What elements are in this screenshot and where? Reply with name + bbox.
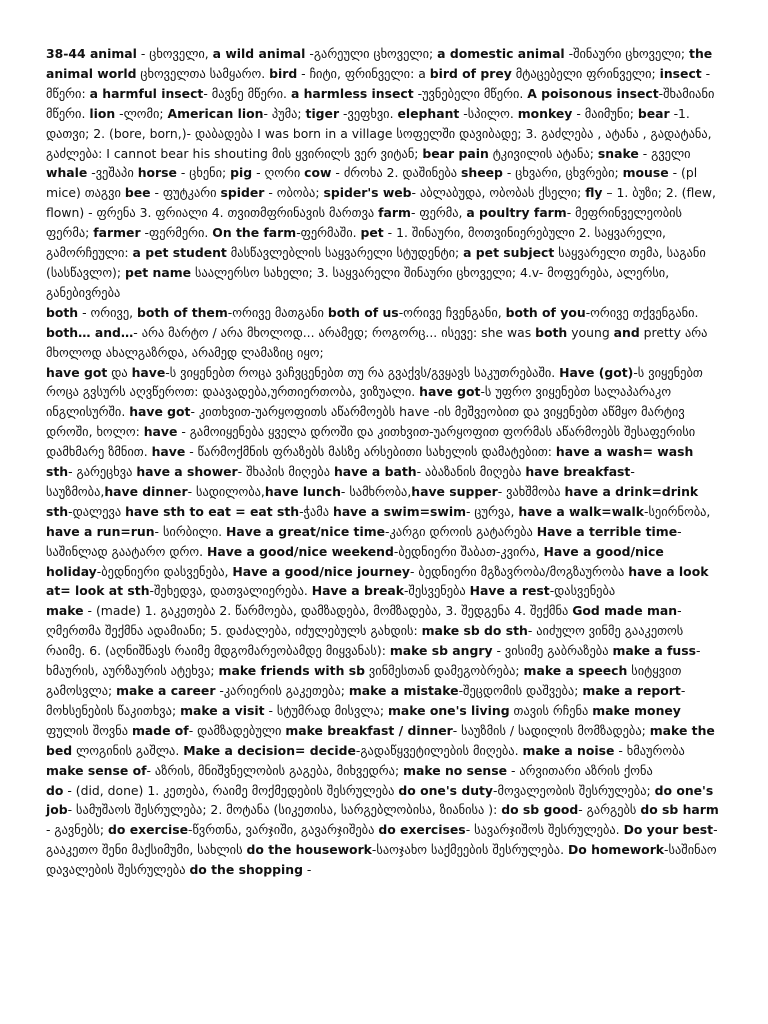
term-text: both of us	[327, 304, 399, 320]
term-text: do one's duty	[398, 782, 494, 798]
gloss-text: - აიძულო ვინმე გააკეთოს რაიმე. 6. (აღნიშნავს რაიმე მდგომარეობამდე მიყვანას):	[46, 623, 684, 659]
gloss-text: - გამოიყენება ყველა დროში და კითხვით-უარყოფით ფორმას აწარმოებს შესაფერისი დამხმარე ზმნით.	[46, 424, 696, 460]
gloss-text: -ს უფრო ვიყენებთ სალაპარაკო ინგლისურში.	[46, 384, 672, 420]
term-text: lion	[89, 105, 116, 121]
term-text: Have a good/nice holiday	[46, 543, 664, 579]
term-text: bird of prey	[429, 65, 512, 81]
gloss-text: -ს ვიყენებთ როცა გვსურს აღვწეროთ: დაავადება,ურთიერთობა, ვიზუალი.	[46, 364, 703, 400]
gloss-text: - მწერი:	[46, 65, 711, 101]
term-text: make one's living	[387, 702, 510, 718]
gloss-text: - სავარჯიშოს შესრულება.	[465, 822, 624, 838]
gloss-text: -საუზმობა,	[46, 464, 635, 499]
gloss-text: - მოხსენების წაკითხვა;	[46, 683, 686, 718]
term-text: both of them	[137, 304, 228, 320]
gloss-text: - 1. შინაური, მოთვინიერებული 2. საყვარელი, გამორჩეული:	[46, 225, 666, 261]
term-text: make a noise	[522, 742, 615, 758]
gloss-text: - კითხვით-უარყოფითს აწარმოებს have -ის მეშვეობით და ვიყენებთ აწმყო მარტივ დროში, ხოლო:	[46, 404, 685, 440]
term-text: make a visit	[180, 702, 265, 718]
gloss-text: - არვითარი აზრის ქონა	[507, 762, 653, 778]
gloss-text: - ცხენი;	[176, 165, 231, 181]
term-text: On the farm	[212, 225, 297, 241]
gloss-text: - ღორი	[252, 165, 305, 181]
term-text: do one's job	[46, 782, 714, 818]
gloss-text: -საშინაო დავალების შესრულება	[46, 842, 717, 878]
paragraph-have	[46, 363, 722, 602]
gloss-text: - ხმაურობა	[614, 742, 685, 758]
gloss-text: -	[302, 862, 312, 878]
gloss-text: - პუმა;	[263, 105, 306, 121]
term-text: Have a good/nice weekend	[206, 543, 394, 559]
term-text: bee	[124, 185, 151, 201]
gloss-text: – 1. ბუზი; 2. (flew, flown) - ფრენა 3. ფრიალი 4. თვითმფრინავის მართვა	[46, 185, 716, 221]
term-text: have	[151, 444, 186, 460]
gloss-text: a	[418, 65, 430, 81]
term-text: fly	[585, 185, 603, 201]
term-text: both… and…	[46, 324, 134, 340]
gloss-text: -შეხედვა, დათვალიერება.	[149, 583, 312, 599]
term-text: monkey	[517, 105, 573, 121]
gloss-text: - გველი	[638, 145, 691, 161]
term-text: do sb good	[501, 802, 579, 818]
paragraph-do	[46, 781, 722, 881]
gloss-text: - მაიმუნი;	[572, 105, 638, 121]
term-text: have lunch	[264, 483, 341, 499]
term-text: make sense of	[46, 762, 147, 778]
term-text: and	[613, 324, 640, 340]
term-text: make a speech	[523, 663, 628, 679]
gloss-text: - სამხრობა,	[340, 483, 412, 499]
gloss-text: - შხაპის მიღება	[237, 464, 334, 480]
term-text: spider's web	[323, 185, 412, 201]
term-text: do exercise	[108, 822, 189, 838]
term-text: have got	[46, 364, 108, 380]
gloss-text: -დალევა	[68, 503, 126, 519]
term-text: have a bath	[333, 464, 417, 480]
gloss-text: - გავნებს;	[46, 822, 109, 838]
term-text: pig	[230, 165, 253, 181]
gloss-text: - ძროხა 2. დაშინება	[331, 165, 462, 181]
term-text: Have a great/nice time	[226, 523, 386, 539]
term-text: have supper	[411, 483, 498, 499]
gloss-text: - ცხოველი,	[136, 46, 213, 61]
gloss-text: -1. დათვი; 2. (bore, born,)- დაბადება I was born in a village სოფელში დავიბადე; 3. გაძლება , ატანა , გადატანა, გაძლება: I cannot bear his shouting მის ყვირილს ვერ ვიტან;	[46, 105, 712, 161]
gloss-text: და	[107, 364, 132, 380]
term-text: make a career	[116, 683, 216, 698]
gloss-text: - სირბილი.	[154, 523, 227, 539]
gloss-text: -ბედნიერი შაბათ-კვირა,	[393, 543, 544, 559]
term-text: do exercises	[378, 822, 466, 838]
term-text: mouse	[622, 165, 669, 181]
term-text: farmer	[93, 225, 141, 241]
term-text: have a walk=walk	[518, 503, 644, 519]
term-text: cow	[304, 165, 332, 181]
term-text: a harmless insect	[290, 85, 414, 101]
gloss-text: - აზრის, მნიშვნელობის გაგება, მიხვედრა;	[146, 762, 404, 778]
gloss-text: -გარეული ცხოველი;	[305, 46, 438, 61]
term-text: Have a break	[311, 583, 404, 599]
term-text: horse	[137, 165, 177, 181]
gloss-text: - სადილობა,	[187, 483, 265, 499]
gloss-text: - ღმერთმა შექმნა ადამიანი; 5. დაძალება, იძულებულს გახდის:	[46, 603, 682, 639]
gloss-text: საალერსო სახელი; 3. საყვარელი შინაური ცხოველი; 4.v- მოფერება, ალერსი, განებივრება	[46, 264, 670, 300]
gloss-text: - (made) 1. გაკეთება 2. წარმოება, დამზადება, მომზადება, 3. შედგენა 4. შექმნა	[83, 603, 573, 619]
gloss-text: -ფერმაში.	[296, 225, 361, 241]
term-text: make sb angry	[389, 643, 493, 659]
gloss-text: - დამზადებული	[188, 722, 286, 738]
term-text: 38-44 animal	[46, 46, 137, 61]
term-text: have a drink=drink sth	[46, 483, 699, 519]
term-text: a poultry farm	[466, 205, 567, 221]
gloss-text: - (pl mice) თაგვი	[46, 165, 698, 201]
gloss-text: -ორივე მათგანი	[227, 304, 328, 320]
gloss-text: - ბედნიერი მგზავრობა/მოგზაურობა	[410, 563, 629, 579]
gloss-text: სიტყვით გამოსვლა;	[46, 663, 682, 698]
gloss-text: -შინაური ცხოველი;	[564, 46, 690, 61]
term-text: both	[46, 304, 79, 320]
gloss-text: -სეირნობა,	[643, 503, 711, 519]
paragraph-animals	[46, 44, 722, 303]
gloss-text: -კარიერის გაკეთება;	[215, 683, 349, 698]
term-text: make money	[592, 702, 681, 718]
term-text: tiger	[305, 105, 340, 121]
term-text: American lion	[167, 105, 264, 121]
term-text: A poisonous insect	[527, 85, 659, 101]
gloss-text: -გააკეთო შენი მაქსიმუმი, სახლის	[46, 822, 718, 858]
gloss-text: - ფერმა,	[410, 205, 467, 221]
term-text: make	[46, 603, 84, 619]
term-text: God made man	[572, 603, 678, 619]
gloss-text: -დასვენება	[549, 583, 616, 599]
paragraph-make	[46, 601, 722, 780]
term-text: sheep	[461, 165, 503, 181]
gloss-text: -ს ვიყენებთ როცა ვაჩვცენებთ თუ რა გვაქვს/გვყავს საკუთრებაში.	[165, 364, 560, 380]
gloss-text: -ლომი;	[115, 105, 168, 121]
term-text: have a shower	[136, 464, 238, 480]
gloss-text: - ჩიტი, ფრინველი:	[297, 65, 419, 81]
gloss-text: - ცხვარი, ცხვრები;	[502, 165, 623, 181]
gloss-text: - არა მარტო / არა მხოლოდ... არამედ; როგორც... ისევე: she was	[133, 324, 536, 340]
term-text: do	[46, 782, 64, 798]
term-text: a wild animal	[212, 46, 306, 61]
term-text: make no sense	[403, 762, 507, 778]
term-text: a domestic animal	[437, 46, 565, 61]
gloss-text: ცხოველთა სამყარო.	[136, 65, 270, 81]
term-text: farm	[378, 205, 411, 221]
gloss-text: -უვნებელი მწერი.	[413, 85, 528, 101]
term-text: Have a good/nice journey	[232, 563, 410, 579]
gloss-text: - მავნე მწერი.	[203, 85, 291, 101]
term-text: Have a terrible time	[536, 523, 678, 539]
gloss-text: - სტუმრად მისვლა;	[264, 702, 388, 718]
term-text: Have a rest	[469, 583, 550, 599]
term-text: whale	[46, 165, 88, 181]
gloss-text: ფულის შოვნა	[46, 722, 132, 738]
gloss-text: - ვისიმე გაბრაზება	[492, 643, 613, 659]
gloss-text: - წარმოქმნის ფრაზებს მასზე არსებითი სახელის დამატებით:	[185, 444, 556, 460]
gloss-text: - სამუშაოს შესრულება; 2. მოტანა (სიკეთისა, სარგებლობისა, ზიანისა ):	[67, 802, 502, 818]
term-text: Have (got)	[559, 364, 634, 380]
term-text: make sb do sth	[421, 623, 528, 639]
term-text: the animal world	[46, 46, 713, 81]
term-text: both	[535, 324, 568, 340]
gloss-text: -წვრთნა, ვარჯიში, გავარჯიშება	[188, 822, 379, 838]
gloss-text: -სპილო.	[459, 105, 518, 121]
term-text: make a report	[582, 683, 681, 698]
term-text: a pet subject	[463, 245, 555, 261]
gloss-text: ვინმესთან დამეგობრება;	[364, 663, 524, 679]
term-text: spider	[220, 185, 265, 201]
gloss-text: - საუზმის / სადილის მომზადება;	[452, 722, 650, 738]
gloss-text: - აბლაბუდა, ობობას ქსელი;	[411, 185, 586, 201]
gloss-text: საყვარელი თემა, საგანი (სასწავლო);	[46, 245, 706, 280]
gloss-text: - ობობა;	[264, 185, 324, 201]
term-text: do the housework	[246, 842, 372, 858]
term-text: make the bed	[46, 722, 715, 758]
term-text: have got	[419, 384, 481, 400]
term-text: elephant	[397, 105, 460, 121]
gloss-text: -ბედნიერი დასვენება,	[96, 563, 233, 579]
term-text: have a run=run	[46, 523, 155, 539]
gloss-text: -ორივე თქვენგანი.	[585, 304, 699, 320]
gloss-text: pretty არა მხოლოდ ახალგაზრდა, არამედ ლამაზიც იყო;	[46, 324, 708, 360]
term-text: have a wash= wash sth	[46, 444, 694, 480]
gloss-text: თავის რჩენა	[509, 702, 593, 718]
term-text: have sth to eat = eat sth	[125, 503, 300, 519]
term-text: bear	[637, 105, 670, 121]
term-text: both of you	[505, 304, 586, 320]
gloss-text: - ცურვა,	[466, 503, 519, 519]
term-text: Do homework	[567, 842, 665, 858]
term-text: do sb harm	[640, 802, 719, 818]
term-text: Make a decision= decide	[183, 742, 356, 758]
gloss-text: young	[567, 324, 614, 340]
term-text: snake	[597, 145, 639, 161]
gloss-text: - გარეცხვა	[68, 464, 137, 480]
gloss-text: ტკივილის ატანა;	[488, 145, 598, 161]
gloss-text: -კარგი დროის გატარება	[385, 523, 537, 539]
term-text: make a fuss	[612, 643, 696, 659]
term-text: made of	[131, 722, 189, 738]
term-text: have a swim=swim	[333, 503, 466, 519]
term-text: do the shopping	[189, 862, 303, 878]
gloss-text: - ფუტკარი	[150, 185, 221, 201]
gloss-text: -გადაწყვეტილების მიღება.	[355, 742, 523, 758]
gloss-text: -საშინლად გაატარო დრო.	[46, 523, 682, 559]
term-text: make breakfast / dinner	[285, 722, 453, 738]
term-text: have breakfast	[525, 464, 631, 480]
term-text: have	[143, 424, 178, 440]
term-text: have	[131, 364, 166, 380]
gloss-text: - აბაზანის მიღება	[416, 464, 526, 480]
term-text: make friends with sb	[218, 663, 365, 679]
gloss-text: -ორივე ჩვენგანი,	[398, 304, 506, 320]
gloss-text: -შესვენება	[403, 583, 470, 599]
gloss-text: - მეფრინველეობის ფერმა;	[46, 205, 683, 241]
term-text: Do your best	[623, 822, 714, 838]
gloss-text: -ფერმერი.	[140, 225, 213, 241]
term-text: pet name	[125, 264, 192, 280]
gloss-text: - ხმაურის, აურზაურის ატეხვა;	[46, 643, 701, 679]
gloss-text: მასწავლებლის საყვარელი სტუდენტი;	[226, 245, 464, 261]
paragraph-both	[46, 303, 722, 363]
term-text: pet	[360, 225, 384, 241]
term-text: have a look at= look at sth	[46, 563, 709, 599]
term-text: bird	[269, 65, 298, 81]
gloss-text: - ორივე,	[78, 304, 138, 320]
gloss-text: -ვეფხვი.	[339, 105, 398, 121]
term-text: make a mistake	[348, 683, 459, 698]
gloss-text: - გარგებს	[578, 802, 641, 818]
gloss-text: -შხამიანი მწერი.	[46, 85, 715, 121]
gloss-text: მტაცებელი ფრინველი;	[511, 65, 660, 81]
term-text: a harmful insect	[89, 85, 204, 101]
term-text: insect	[659, 65, 702, 81]
term-text: bear pain	[422, 145, 489, 161]
gloss-text: - ვახშმობა	[497, 483, 565, 499]
term-text: have dinner	[104, 483, 188, 499]
gloss-text: -ვეშაპი	[87, 165, 138, 181]
term-text: have got	[129, 404, 191, 420]
term-text: a pet student	[132, 245, 227, 261]
gloss-text: ლოგინის გაშლა.	[72, 742, 184, 758]
gloss-text: -საოჯახო საქმეების შესრულება.	[371, 842, 568, 858]
gloss-text: -ჭამა	[299, 503, 333, 519]
gloss-text: -მოვალეობის შესრულება;	[493, 782, 655, 798]
gloss-text: - (did, done) 1. კეთება, რაიმე მოქმედების შესრულება	[63, 782, 399, 798]
gloss-text: -შეცდომის დაშვება;	[458, 683, 583, 698]
